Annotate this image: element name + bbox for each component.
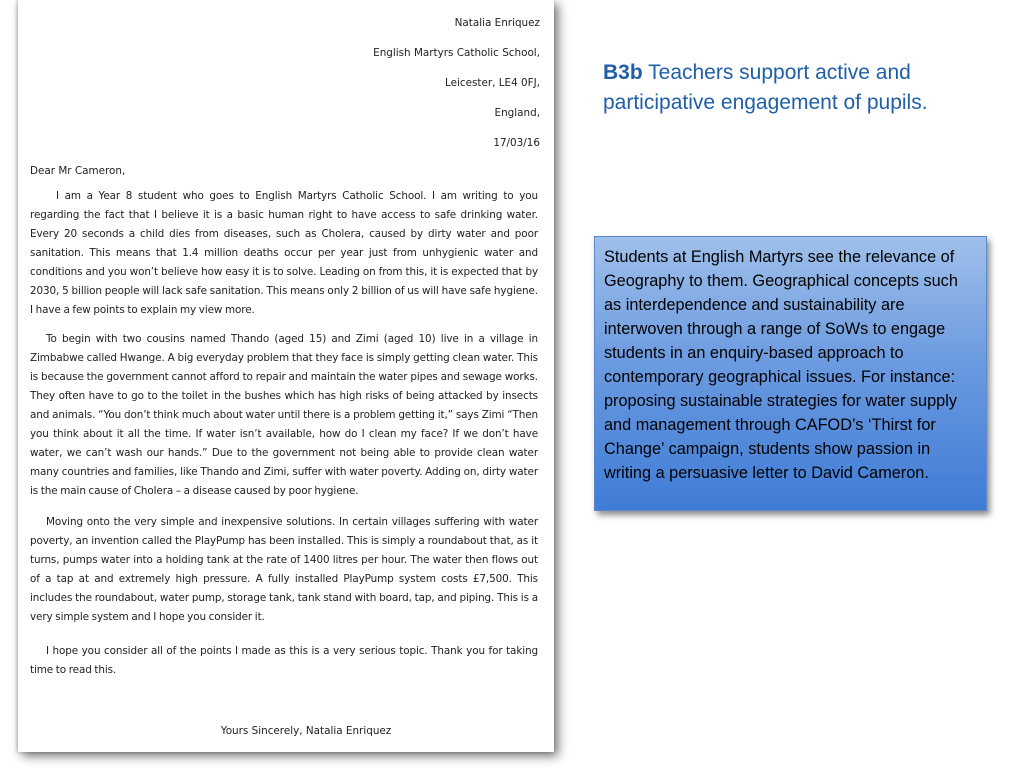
letter-paragraph: I hope you consider all of the points I made as this is a very serious topic. Thank you for taking time to read this.: [30, 645, 538, 676]
letter-salutation: Dear Mr Cameron,: [30, 165, 126, 177]
callout-box: [594, 236, 987, 511]
address-line: Natalia Enriquez: [454, 17, 540, 29]
heading-code: B3b: [603, 61, 643, 84]
callout-text: Students at English Martyrs see the relevance of Geography to them. Geographical concepts such as interdependence and sustainability are interwoven through a range of SoWs to engage students in an enquiry-based approach to contemporary geographical issues. For instance: proposing sustainable strategies for water supply and management through CAFOD’s ‘Thirst for Change’ campaign, students show passion in writing a persuasive letter to David Cameron.: [604, 248, 958, 482]
letter-date: 17/03/16: [493, 137, 540, 149]
address-line: English Martyrs Catholic School,: [373, 47, 540, 59]
letter-address: [240, 8, 540, 158]
heading-text: Teachers support active and participative engagement of pupils.: [603, 61, 928, 114]
letter-paragraph: To begin with two cousins named Thando (aged 15) and Zimi (aged 10) live in a village in Zimbabwe called Hwange. A big everyday problem that they face is simply getting clean water. This is because the government cannot afford to repair and maintain the water pipes and sewage works. They often have to go to the toilet in the bushes which has high risks of being attacked by insects and animals. “You don’t think much about water until there is a problem getting it,” says Zimi “Then you think about it all the time. If water isn’t available, how do I clean my face? If we don’t have water, we can’t wash our hands.” Due to the government not being able to provide clean water many countries and families, like Thando and Zimi, suffer with water poverty. Adding on, dirty water is the main cause of Cholera – a disease caused by poor hygiene.: [30, 333, 538, 497]
letter-paragraph: I am a Year 8 student who goes to English Martyrs Catholic School. I am writing to you regarding the fact that I believe it is a basic human right to have access to safe drinking water. Every 20 seconds a child dies from diseases, such as Cholera, caused by dirty water and poor sanitation. This means that 1.4 million deaths occur per year just from unhygienic water and conditions and you won’t believe how easy it is to solve. Leading on from this, it is expected that by 2030, 5 billion people will lack safe sanitation. This means only 2 billion of us will have safe hygiene. I have a few points to explain my view more.: [30, 190, 538, 316]
letter-signoff: Yours Sincerely, Natalia Enriquez: [220, 725, 392, 737]
letter-image: [18, 0, 554, 752]
slide-heading: [603, 58, 973, 118]
letter-paragraph: Moving onto the very simple and inexpensive solutions. In certain villages suffering with water poverty, an invention called the PlayPump has been installed. This is simply a roundabout that, as it turns, pumps water into a holding tank at the rate of 1400 litres per hour. The water then flows out of a tap at and extremely high pressure. A fully installed PlayPump system costs £7,500. This includes the roundabout, water pump, storage tank, tank stand with board, tap, and piping. This is a very simple system and I hope you consider it.: [30, 516, 538, 623]
address-line: Leicester, LE4 0FJ,: [445, 77, 540, 89]
address-line: England,: [494, 107, 540, 119]
